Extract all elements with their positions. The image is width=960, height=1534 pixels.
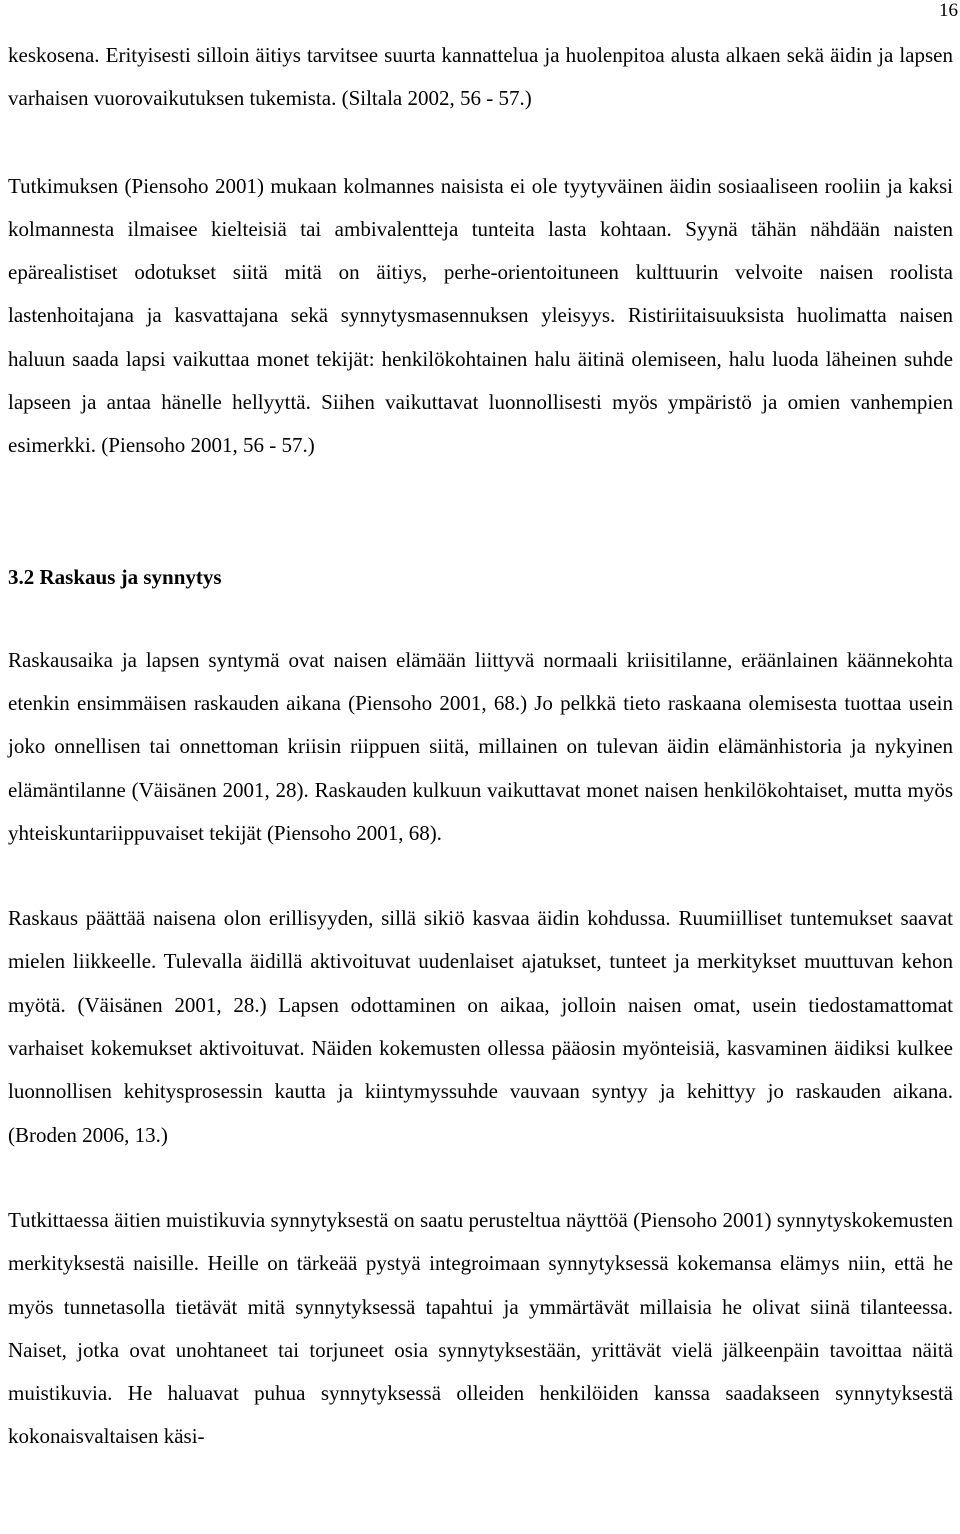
paragraph-birth-memories: Tutkittaessa äitien muistikuvia synnytyksestä on saatu perusteltua näyttöä (Piensoho 2001) synnytyskokemusten merkityksestä naisille. Heille on tärkeää pystyä integroimaan synnytyksessä kokemansa elämys niin, että he myös tunnetasolla tietävät mitä synnytyksessä tapahtui ja ymmärtävät millaisia he olivat siinä tilanteessa. Naiset, jotka ovat unohtaneet tai torjuneet osia synnytyksestään, yrittävät vielä jälkeenpäin tavoittaa näitä muistikuvia. He haluavat puhua synnytyksessä olleiden henkilöiden kanssa saadakseen synnytyksestä kokonaisvaltaisen käsi-	[8, 1207, 953, 1449]
section-heading: 3.2 Raskaus ja synnytys	[8, 564, 222, 589]
paragraph-pregnancy-crisis: Raskausaika ja lapsen syntymä ovat naisen elämään liittyvä normaali kriisitilanne, eräänlainen käännekohta etenkin ensimmäisen raskauden aikana (Piensoho 2001, 68.) Jo pelkkä tieto raskaana olemisesta tuottaa usein joko onnellisen tai onnettoman kriisin riippuen siitä, millainen on tulevan äidin elämänhistoria ja nykyinen elämäntilanne (Väisänen 2001, 28). Raskauden kulkuun vaikuttavat monet naisen henkilökohtaiset, mutta myös yhteiskuntariippuvaiset tekijät (Piensoho 2001, 68).	[8, 647, 953, 845]
document-body	[8, 34, 953, 1459]
page-number: 16	[939, 0, 958, 21]
paragraph-spacer	[8, 855, 953, 897]
paragraph-intro-continuation: keskosena. Erityisesti silloin äitiys tarvitsee suurta kannattelua ja huolenpitoa alusta alkaen sekä äidin ja lapsen varhaisen vuorovaikutuksen tukemista. (Siltala 2002, 56 - 57.)	[8, 43, 953, 111]
paragraph-motherhood-role: Tutkimuksen (Piensoho 2001) mukaan kolmannes naisista ei ole tyytyväinen äidin sosiaaliseen rooliin ja kaksi kolmannesta ilmaisee kielteisiä tai ambivalentteja tunteita lasta kohtaan. Syynä tähän nähdään naisten epärealistiset odotukset siitä mitä on äitiys, perhe-orientoituneen kulttuurin velvoite naisen roolista lastenhoitajana ja kasvattajana sekä synnytysmasennuksen yleisyys. Ristiriitaisuuksista huolimatta naisen haluun saada lapsi vaikuttaa monet tekijät: henkilökohtainen halu äitinä olemiseen, halu luoda läheinen suhde lapseen ja antaa hänelle hellyyttä. Siihen vaikuttavat luonnollisesti myös ympäristö ja omien vanhempien esimerkki. (Piensoho 2001, 56 - 57.)	[8, 173, 953, 458]
paragraph-spacer	[8, 121, 953, 165]
section-spacer	[8, 468, 953, 556]
paragraph-pregnancy-experience: Raskaus päättää naisena olon erillisyyden, sillä sikiö kasvaa äidin kohdussa. Ruumiilliset tuntemukset saavat mielen liikkeelle. Tulevalla äidillä aktivoituvat uudenlaiset ajatukset, tunteet ja merkitykset muuttuvan kehon myötä. (Väisänen 2001, 28.) Lapsen odottaminen on aikaa, jolloin naisen omat, usein tiedostamattomat varhaiset kokemukset aktivoituvat. Näiden kokemusten ollessa pääosin myönteisiä, kasvaminen äidiksi kulkee luonnollisen kehitysprosessin kautta ja kiintymyssuhde vauvaan syntyy ja kehittyy jo raskauden aikana. (Broden 2006, 13.)	[8, 906, 953, 1147]
paragraph-spacer	[8, 1157, 953, 1199]
heading-spacer	[8, 599, 953, 639]
